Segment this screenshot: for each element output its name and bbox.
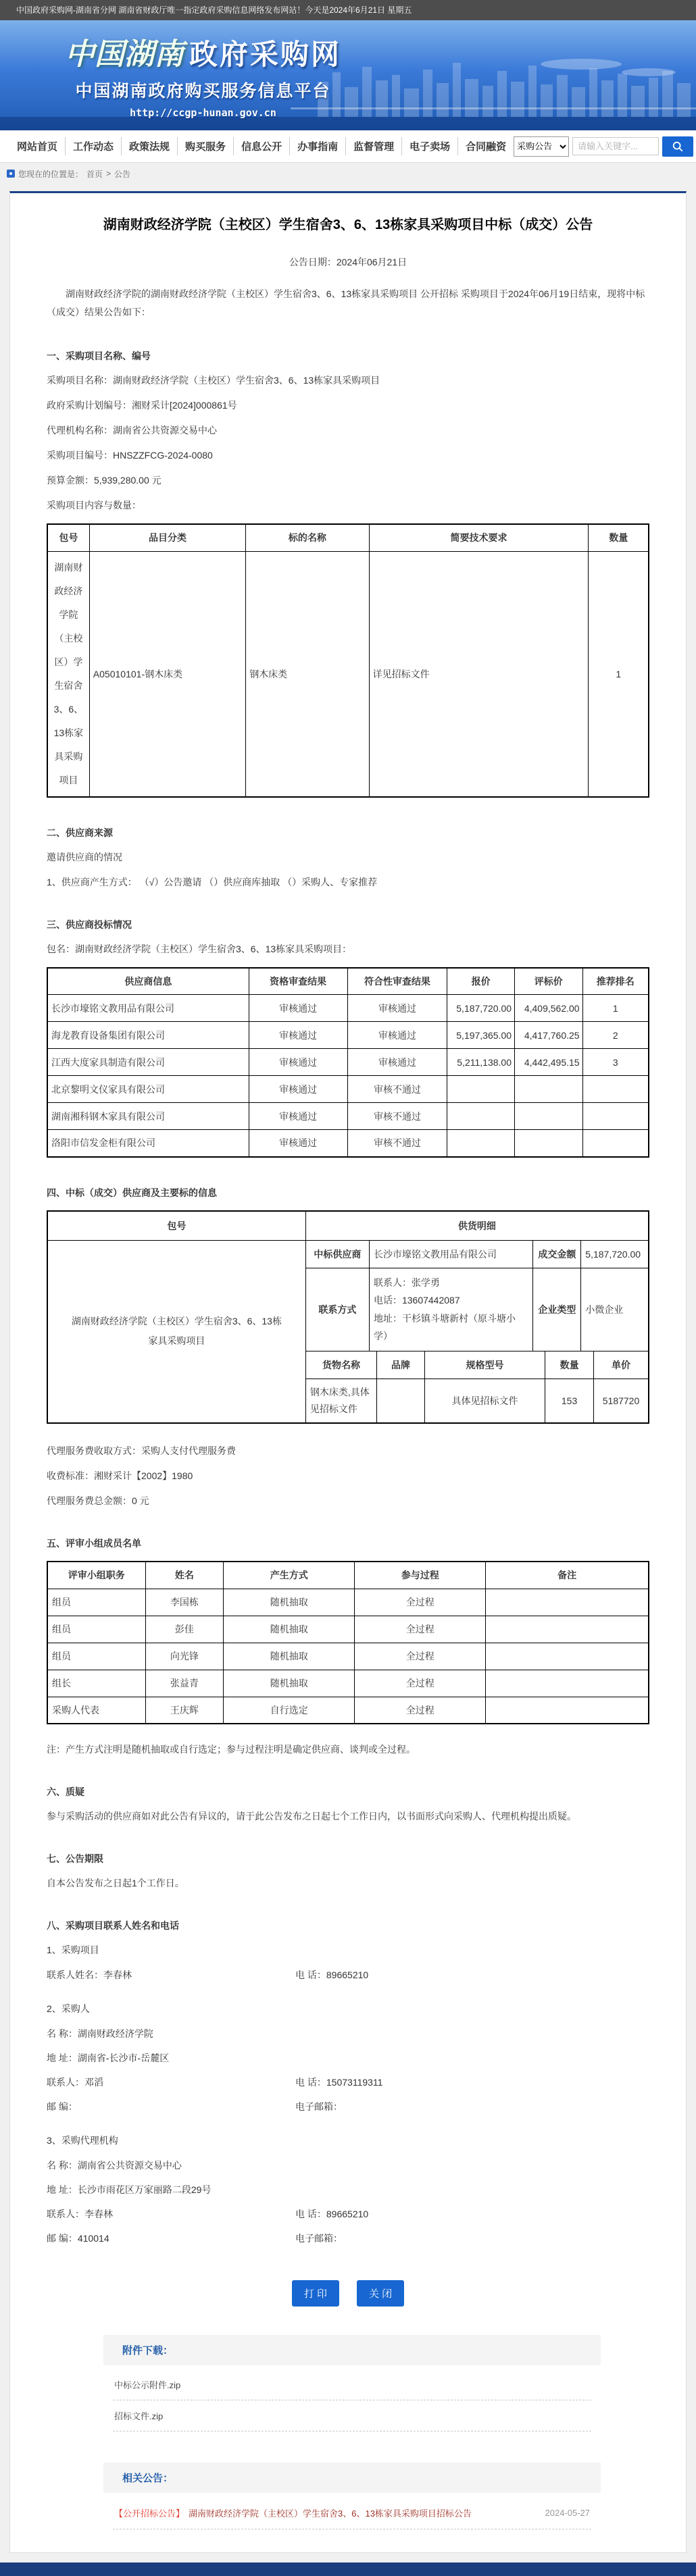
cell-package: 湖南财政经济学院（主校区）学生宿舍3、6、13栋家具采购项目 (48, 1241, 306, 1422)
logo-line (65, 30, 341, 73)
column-header: 规格型号 (425, 1351, 545, 1379)
company-type-label: 企业类型 (533, 1268, 581, 1351)
cell-price: 5,197,365.00 (447, 1022, 515, 1049)
contact-pair-row (47, 2207, 649, 2221)
cell-eval-price (515, 1130, 583, 1157)
cell-name: 李国栋 (145, 1589, 224, 1616)
cell-role: 采购人代表 (47, 1697, 145, 1724)
location-icon (7, 170, 15, 178)
table-row (47, 1022, 649, 1049)
cell-qty: 153 (545, 1379, 594, 1422)
contact-pair-row (47, 1968, 649, 1982)
banner-url: http://ccgp-hunan.gov.cn (130, 107, 276, 119)
column-header: 包号 (48, 1212, 306, 1240)
column-header: 品牌 (377, 1351, 425, 1379)
contact-pair-row (47, 2051, 649, 2065)
cell-price: 5,187,720.00 (447, 995, 515, 1022)
search-area (514, 136, 693, 157)
cell-method: 自行选定 (224, 1697, 355, 1724)
announcement-card (9, 191, 687, 2553)
cell-eval-price: 4,409,562.00 (515, 995, 583, 1022)
cell-name: 王庆辉 (145, 1697, 224, 1724)
cell-price (447, 1076, 515, 1103)
winner-table-header (48, 1212, 648, 1241)
search-icon (672, 140, 684, 153)
contact-pair-row (47, 2183, 649, 2196)
column-header: 评审小组职务 (47, 1562, 145, 1589)
action-buttons (47, 2280, 649, 2307)
contact-info (370, 1268, 533, 1351)
cell-rank: 1 (582, 995, 649, 1022)
review-committee-table (47, 1561, 649, 1724)
cell-note (486, 1670, 649, 1697)
column-header: 备注 (486, 1562, 649, 1589)
nav-item[interactable]: 合同融资 (466, 141, 507, 153)
close-button[interactable]: 关 闭 (357, 2280, 404, 2307)
attachment-link[interactable]: 中标公示附件.zip (113, 2369, 591, 2400)
cell-process: 全过程 (355, 1697, 486, 1724)
cell-qualification: 审核通过 (249, 1076, 347, 1103)
site-banner (0, 20, 696, 130)
cell-conformity: 审核不通过 (347, 1103, 447, 1130)
bidders-table (47, 967, 649, 1158)
breadcrumb (0, 163, 696, 184)
breadcrumb-prefix: 您现在的位置是： (18, 169, 84, 179)
cell-note (486, 1697, 649, 1724)
cell-note (486, 1616, 649, 1643)
logo-calligraphy: 中国湖南 (65, 37, 184, 72)
section3-heading: 三、供应商投标情况 (47, 919, 132, 930)
table-header-row (47, 524, 649, 551)
info-line: 收费标准：湘财采计【2002】1980 (47, 1470, 193, 1482)
contact-pair-row (47, 2027, 649, 2040)
announcement-type-tag: 【公开招标公告】 (114, 2508, 185, 2519)
table-row (47, 1697, 649, 1724)
cell-tech: 详见招标文件 (369, 551, 589, 797)
info-line: 邀请供应商的情况 (47, 851, 122, 862)
nav-item[interactable]: 网站首页 (9, 137, 66, 155)
contact-right: 电 话：89665210 (295, 2209, 369, 2220)
cell-price (447, 1130, 515, 1157)
breadcrumb-current: 公告 (114, 169, 131, 179)
cell-category: A05010101-钢木床类 (89, 551, 245, 797)
contact-right (295, 2027, 649, 2040)
info-line: 政府采购计划编号：湘财采计[2024]000861号 (47, 400, 237, 411)
nav-item[interactable]: 政策法规 (122, 137, 178, 155)
main-nav (0, 130, 696, 163)
nav-item[interactable]: 信息公开 (234, 137, 290, 155)
cell-price: 5,211,138.00 (447, 1049, 515, 1076)
announcement-intro: 湖南财政经济学院的湖南财政经济学院（主校区）学生宿舍3、6、13栋家具采购项目 公开招标 采购项目于2024年06月19日结束，现将中标（成交）结果公告如下： (47, 288, 645, 317)
company-type-value: 小微企业 (585, 1304, 624, 1315)
contact-right: 电子邮箱： (295, 2233, 343, 2244)
cell-method: 随机抽取 (224, 1589, 355, 1616)
contact-left: 地 址：长沙市雨花区万家丽路二段29号 (47, 2184, 212, 2196)
table-row (47, 1103, 649, 1130)
contact-right: 电 话：15073119311 (295, 2077, 383, 2088)
section7-text: 自本公告发布之日起1个工作日。 (47, 1878, 184, 1889)
cell-subject: 钢木床类 (246, 551, 369, 797)
related-section (103, 2463, 601, 2529)
cell-method: 随机抽取 (224, 1643, 355, 1670)
cell-rank: 2 (582, 1022, 649, 1049)
cell-supplier-name: 洛阳市信发金柜有限公司 (47, 1130, 249, 1157)
cell-eval-price: 4,442,495.15 (515, 1049, 583, 1076)
nav-item[interactable]: 办事指南 (290, 137, 346, 155)
contact-left: 联系人：邓滔 (47, 2077, 103, 2088)
cell-qty: 1 (589, 551, 649, 797)
section8-heading: 八、采购项目联系人姓名和电话 (47, 1920, 179, 1932)
info-line: 代理服务费总金额：0 元 (47, 1495, 149, 1507)
section2-lines (47, 850, 649, 890)
footer-bar (0, 2562, 696, 2576)
cell-process: 全过程 (355, 1616, 486, 1643)
contact-pair-row (47, 2100, 649, 2113)
amount-value: 5,187,720.00 (585, 1248, 641, 1260)
fee-lines (47, 1444, 649, 1508)
section1-heading: 一、采购项目名称、编号 (47, 351, 151, 362)
search-category-select[interactable] (514, 136, 569, 157)
cell-rank: 3 (582, 1049, 649, 1076)
cell-method: 随机抽取 (224, 1616, 355, 1643)
contact-left: 联系人：李春林 (47, 2209, 113, 2220)
column-header: 供应商信息 (47, 968, 249, 995)
column-header: 单价 (612, 1360, 630, 1371)
attachments-heading: 附件下载： (103, 2335, 601, 2365)
cell-conformity: 审核不通过 (347, 1130, 447, 1157)
contact-right (295, 2051, 649, 2065)
site-logo (65, 30, 341, 119)
contact-right (295, 2183, 649, 2196)
cell-role: 组长 (47, 1670, 145, 1697)
column-header: 报价 (447, 968, 515, 995)
nav-item[interactable]: 购买服务 (178, 137, 234, 155)
winner-table-body (48, 1241, 648, 1422)
table-row (47, 1616, 649, 1643)
column-header: 姓名 (145, 1562, 224, 1589)
section7-heading: 七、公告期限 (47, 1853, 103, 1865)
cell-qualification: 审核通过 (249, 1022, 347, 1049)
table-row (47, 1076, 649, 1103)
contact-info-line: 联系人：张学勇 (373, 1277, 440, 1288)
table-row (47, 1670, 649, 1697)
section4-heading: 四、中标（成交）供应商及主要标的信息 (47, 1187, 217, 1198)
column-header: 数量 (545, 1351, 594, 1379)
table-row (47, 551, 649, 797)
cell-rank (582, 1103, 649, 1130)
sub-label: 1、采购项目 (47, 1944, 99, 1956)
contact-right: 电 话：89665210 (295, 1969, 369, 1981)
cell-supplier-name: 长沙市壕铭文教用品有限公司 (47, 995, 249, 1022)
info-line: 采购项目内容与数量： (47, 500, 141, 511)
cell-qualification: 审核通过 (249, 1103, 347, 1130)
contact-left: 邮 编：410014 (47, 2233, 109, 2244)
cell-package: 湖南财政经济学院（主校区）学生宿舍3、6、13栋家具采购项目 (47, 551, 89, 797)
cell-unit-price: 5187720 (602, 1395, 640, 1407)
column-header: 供货明细 (457, 1220, 496, 1231)
winner-table (47, 1210, 649, 1424)
topbar (0, 0, 696, 20)
attachment-link[interactable]: 招标文件.zip (113, 2400, 591, 2431)
nav-item[interactable]: 监督管理 (346, 137, 402, 155)
cell-supplier-name: 江西大度家具制造有限公司 (47, 1049, 249, 1076)
nav-item[interactable]: 电子卖场 (402, 137, 458, 155)
cell-spec: 具体见招标文件 (425, 1379, 545, 1422)
banner-subtitle: 中国湖南政府购买服务信息平台 (75, 82, 331, 101)
announcement-title: 湖南财政经济学院（主校区）学生宿舍3、6、13栋家具采购项目招标公告 (189, 2508, 472, 2519)
section5-heading: 五、评审小组成员名单 (47, 1538, 141, 1549)
contact-left: 联系人姓名：李春林 (47, 1969, 132, 1981)
package-name-line: 包名：湖南财政经济学院（主校区）学生宿舍3、6、13栋家具采购项目： (47, 943, 352, 954)
cell-rank (582, 1130, 649, 1157)
column-header: 产生方式 (224, 1562, 355, 1589)
table-header-row (47, 968, 649, 995)
related-heading: 相关公告： (103, 2463, 601, 2493)
contact-left: 地 址：湖南省-长沙市-岳麓区 (47, 2053, 170, 2064)
cell-supplier-name: 北京黎明文仪家具有限公司 (47, 1076, 249, 1103)
info-line: 采购项目名称：湖南财政经济学院（主校区）学生宿舍3、6、13栋家具采购项目 (47, 375, 380, 386)
page-title: 湖南财政经济学院（主校区）学生宿舍3、6、13栋家具采购项目中标（成交）公告 (103, 217, 593, 232)
info-line: 代理机构名称：湖南省公共资源交易中心 (47, 425, 217, 436)
cell-conformity: 审核通过 (347, 1049, 447, 1076)
cell-role: 组员 (47, 1589, 145, 1616)
column-header: 品目分类 (89, 524, 245, 551)
amount-label: 成交金额 (533, 1241, 581, 1268)
column-header: 评标价 (515, 968, 583, 995)
cell-goods-name: 钢木床类,具体见招标文件 (306, 1379, 377, 1422)
table-row (47, 1049, 649, 1076)
sub-label: 3、采购代理机构 (47, 2135, 118, 2146)
column-header: 数量 (589, 524, 649, 551)
cell-brand (377, 1379, 425, 1422)
nav-item[interactable]: 工作动态 (66, 137, 122, 155)
cell-qualification: 审核通过 (249, 995, 347, 1022)
cell-name: 向光锋 (145, 1643, 224, 1670)
column-header: 简要技术要求 (369, 524, 589, 551)
info-line: 采购项目编号：HNSZZFCG-2024-0080 (47, 450, 213, 461)
winner-label: 中标供应商 (306, 1241, 370, 1268)
winner-name: 长沙市壕铭文教用品有限公司 (370, 1241, 533, 1268)
related-announcement-link[interactable] (113, 2497, 591, 2529)
cell-conformity: 审核通过 (347, 1022, 447, 1049)
cell-qualification: 审核通过 (249, 1049, 347, 1076)
contact-info-line: 电话：13607442087 (373, 1295, 460, 1306)
contact-pair-row (47, 2076, 649, 2089)
table-row (47, 995, 649, 1022)
section1-lines (47, 373, 649, 513)
cell-process: 全过程 (355, 1670, 486, 1697)
contact-info-line: 地址：干杉镇斗塘新村（原斗塘小学） (373, 1312, 516, 1342)
contact-pair-row (47, 2159, 649, 2172)
project-content-table (47, 523, 649, 798)
table-row (47, 1589, 649, 1616)
cell-eval-price: 4,417,760.25 (515, 1022, 583, 1049)
cell-rank (582, 1076, 649, 1103)
column-header: 包号 (47, 524, 89, 551)
cell-conformity: 审核不通过 (347, 1076, 447, 1103)
info-line: 1、供应商产生方式： （√）公告邀请 （）供应商库抽取 （）采购人、专家推荐 (47, 876, 378, 887)
committee-note: 注：产生方式注明是随机抽取或自行选定；参与过程注明是确定供应商、谈判或全过程。 (47, 1744, 416, 1755)
print-button[interactable]: 打 印 (292, 2280, 339, 2307)
table-row (47, 1130, 649, 1157)
contact-right (295, 2159, 649, 2172)
cell-supplier-name: 海龙教育设备集团有限公司 (47, 1022, 249, 1049)
breadcrumb-home-link[interactable]: 首页 (86, 169, 103, 179)
cell-supplier-name: 湖南湘科钢木家具有限公司 (47, 1103, 249, 1130)
contact-left: 邮 编： (47, 2101, 78, 2113)
cell-name: 张益青 (145, 1670, 224, 1697)
contact-row (306, 1268, 648, 1351)
cell-eval-price (515, 1076, 583, 1103)
cell-method: 随机抽取 (224, 1670, 355, 1697)
cell-name: 彭佳 (145, 1616, 224, 1643)
column-header: 货物名称 (306, 1351, 377, 1379)
info-line: 预算金额：5,939,280.00 元 (47, 475, 161, 486)
logo-title: 政府采购网 (189, 38, 342, 70)
contact-label: 联系方式 (306, 1268, 370, 1351)
cell-qualification: 审核通过 (249, 1130, 347, 1157)
table-header-row (47, 1562, 649, 1589)
cell-conformity: 审核通过 (347, 995, 447, 1022)
column-header: 推荐排名 (582, 968, 649, 995)
announcement-date: 2024-05-27 (545, 2508, 590, 2519)
column-header: 资格审查结果 (249, 968, 347, 995)
topbar-text: 中国政府采购网-湖南省分网 湖南省财政厅唯一指定政府采购信息网络发布网站！今天是2024年6月21日 星期五 (16, 5, 412, 15)
search-button[interactable] (662, 136, 693, 157)
attachments-section (103, 2335, 601, 2431)
contact-left: 名 称：湖南财政经济学院 (47, 2028, 153, 2040)
search-input[interactable] (572, 137, 659, 155)
goods-row (306, 1379, 648, 1422)
cell-role: 组员 (47, 1643, 145, 1670)
cell-process: 全过程 (355, 1643, 486, 1670)
cell-role: 组员 (47, 1616, 145, 1643)
sub-label: 2、采购人 (47, 2003, 90, 2015)
nav-items (9, 137, 514, 155)
cell-eval-price (515, 1103, 583, 1130)
section6-heading: 六、质疑 (47, 1786, 84, 1798)
table-row (47, 1643, 649, 1670)
column-header: 符合性审查结果 (347, 968, 447, 995)
contact-left: 名 称：湖南省公共资源交易中心 (47, 2160, 182, 2171)
goods-header-row (306, 1351, 648, 1379)
info-line: 代理服务费收取方式：采购人支付代理服务费 (47, 1445, 236, 1457)
cell-note (486, 1643, 649, 1670)
announcement-date-line: 公告日期：2024年06月21日 (289, 257, 407, 267)
cell-note (486, 1589, 649, 1616)
section6-text: 参与采购活动的供应商如对此公告有异议的，请于此公告发布之日起七个工作日内，以书面形式向采购人、代理机构提出质疑。 (47, 1811, 576, 1822)
breadcrumb-separator: > (106, 169, 111, 178)
column-header: 标的名称 (246, 524, 369, 551)
cell-price (447, 1103, 515, 1130)
column-header: 参与过程 (355, 1562, 486, 1589)
contact-pair-row (47, 2232, 649, 2245)
section2-heading: 二、供应商来源 (47, 827, 113, 838)
contact-right: 电子邮箱： (295, 2101, 343, 2113)
cell-process: 全过程 (355, 1589, 486, 1616)
winner-row (306, 1241, 648, 1268)
